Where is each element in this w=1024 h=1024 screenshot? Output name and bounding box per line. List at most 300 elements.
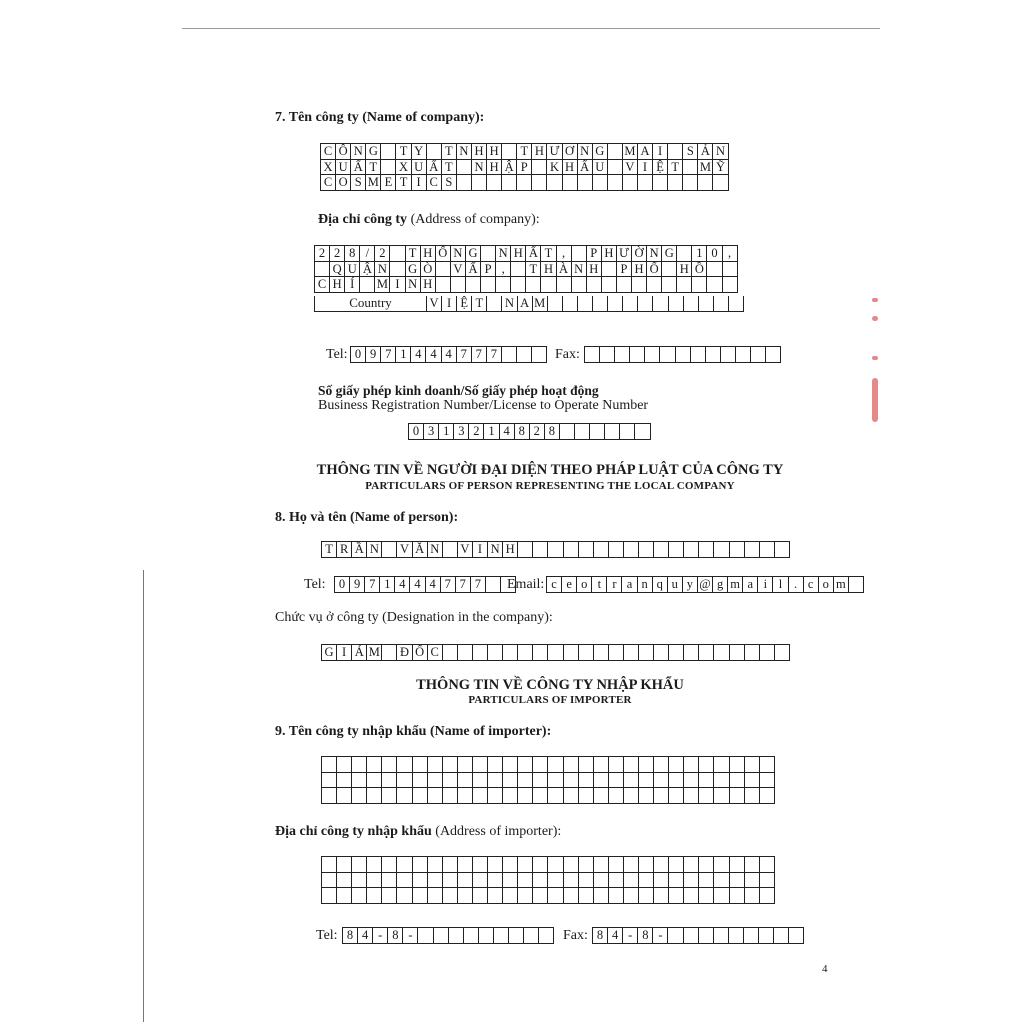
char-box[interactable]: [579, 645, 594, 661]
char-box[interactable]: H: [421, 246, 436, 262]
char-box[interactable]: [443, 873, 458, 889]
char-box[interactable]: Ệ: [457, 296, 472, 312]
char-box[interactable]: [617, 277, 632, 293]
char-box[interactable]: G: [322, 645, 337, 661]
char-box[interactable]: [760, 757, 775, 773]
char-box[interactable]: [760, 773, 775, 789]
char-box[interactable]: -: [653, 928, 668, 944]
char-box[interactable]: [564, 788, 579, 804]
char-box[interactable]: [473, 857, 488, 873]
char-box[interactable]: [564, 773, 579, 789]
char-box[interactable]: [774, 928, 789, 944]
char-box[interactable]: [382, 757, 397, 773]
char-box[interactable]: [669, 773, 684, 789]
char-box[interactable]: [413, 873, 428, 889]
char-box[interactable]: [653, 296, 668, 312]
char-box[interactable]: [699, 788, 714, 804]
company-address-grid[interactable]: [314, 245, 738, 293]
char-box[interactable]: [458, 888, 473, 904]
char-box[interactable]: H: [330, 277, 345, 293]
char-box[interactable]: 1: [692, 246, 707, 262]
char-box[interactable]: [397, 873, 412, 889]
char-box[interactable]: [539, 928, 554, 944]
char-box[interactable]: [721, 347, 736, 363]
char-box[interactable]: [518, 542, 533, 558]
char-box[interactable]: l: [773, 577, 788, 593]
char-box[interactable]: 7: [472, 347, 487, 363]
char-box[interactable]: [413, 857, 428, 873]
char-box[interactable]: 4: [500, 424, 515, 440]
char-box[interactable]: 1: [439, 424, 454, 440]
char-box[interactable]: [662, 277, 677, 293]
char-box[interactable]: [322, 757, 337, 773]
char-box[interactable]: [624, 888, 639, 904]
char-box[interactable]: [683, 160, 698, 176]
char-box[interactable]: H: [511, 246, 526, 262]
license-number-field[interactable]: [408, 423, 651, 440]
char-box[interactable]: [730, 542, 745, 558]
char-box[interactable]: 8: [593, 928, 608, 944]
char-box[interactable]: [352, 788, 367, 804]
char-box[interactable]: [639, 857, 654, 873]
char-box[interactable]: [745, 888, 760, 904]
char-box[interactable]: [473, 773, 488, 789]
char-box[interactable]: 4: [411, 347, 426, 363]
char-box[interactable]: [593, 175, 608, 191]
char-box[interactable]: [587, 277, 602, 293]
char-box[interactable]: [563, 175, 578, 191]
char-box[interactable]: [518, 873, 533, 889]
char-box[interactable]: [572, 246, 587, 262]
char-box[interactable]: [560, 424, 575, 440]
char-box[interactable]: 1: [484, 424, 499, 440]
char-box[interactable]: [730, 645, 745, 661]
char-box[interactable]: [382, 773, 397, 789]
char-box[interactable]: 8: [515, 424, 530, 440]
char-box[interactable]: ,: [496, 262, 511, 278]
char-box[interactable]: G: [466, 246, 481, 262]
char-box[interactable]: 8: [343, 928, 358, 944]
char-box[interactable]: [594, 873, 609, 889]
char-box[interactable]: Ẩ: [578, 160, 593, 176]
char-box[interactable]: 2: [469, 424, 484, 440]
char-box[interactable]: [684, 296, 699, 312]
char-box[interactable]: [533, 888, 548, 904]
char-box[interactable]: [548, 873, 563, 889]
char-box[interactable]: [630, 347, 645, 363]
char-box[interactable]: [428, 857, 443, 873]
char-box[interactable]: H: [632, 262, 647, 278]
char-box[interactable]: [647, 277, 662, 293]
char-box[interactable]: N: [367, 542, 382, 558]
char-box[interactable]: [367, 873, 382, 889]
char-box[interactable]: q: [653, 577, 668, 593]
importer-address-grid[interactable]: [321, 856, 775, 904]
char-box[interactable]: [654, 873, 669, 889]
char-box[interactable]: [563, 296, 578, 312]
designation-field[interactable]: [321, 644, 790, 661]
char-box[interactable]: T: [517, 144, 532, 160]
char-box[interactable]: [669, 873, 684, 889]
char-box[interactable]: [707, 277, 722, 293]
char-box[interactable]: [608, 144, 623, 160]
char-box[interactable]: [458, 645, 473, 661]
char-box[interactable]: [488, 857, 503, 873]
char-box[interactable]: [488, 645, 503, 661]
char-box[interactable]: [503, 788, 518, 804]
char-box[interactable]: m: [834, 577, 849, 593]
char-box[interactable]: R: [337, 542, 352, 558]
char-box[interactable]: U: [412, 160, 427, 176]
char-box[interactable]: A: [518, 296, 533, 312]
char-box[interactable]: [548, 857, 563, 873]
char-box[interactable]: n: [638, 577, 653, 593]
char-box[interactable]: 4: [358, 928, 373, 944]
char-box[interactable]: T: [366, 160, 381, 176]
char-box[interactable]: T: [442, 144, 457, 160]
char-box[interactable]: [736, 347, 751, 363]
char-box[interactable]: 1: [380, 577, 395, 593]
char-box[interactable]: -: [623, 928, 638, 944]
char-box[interactable]: [668, 175, 683, 191]
char-box[interactable]: [428, 873, 443, 889]
char-box[interactable]: [578, 296, 593, 312]
char-box[interactable]: [518, 645, 533, 661]
char-box[interactable]: [624, 542, 639, 558]
country-row[interactable]: [314, 296, 744, 312]
char-box[interactable]: [367, 788, 382, 804]
char-box[interactable]: N: [578, 144, 593, 160]
char-box[interactable]: T: [541, 246, 556, 262]
char-box[interactable]: [564, 542, 579, 558]
char-box[interactable]: [699, 542, 714, 558]
char-box[interactable]: M: [698, 160, 713, 176]
char-box[interactable]: [458, 773, 473, 789]
char-box[interactable]: [615, 347, 630, 363]
char-box[interactable]: [760, 873, 775, 889]
char-box[interactable]: [714, 857, 729, 873]
char-box[interactable]: [594, 888, 609, 904]
char-box[interactable]: [533, 873, 548, 889]
char-box[interactable]: [494, 928, 509, 944]
char-box[interactable]: [729, 928, 744, 944]
char-box[interactable]: [775, 645, 790, 661]
char-box[interactable]: [609, 888, 624, 904]
char-box[interactable]: [775, 542, 790, 558]
char-box[interactable]: 0: [409, 424, 424, 440]
char-box[interactable]: [654, 888, 669, 904]
char-box[interactable]: [382, 645, 397, 661]
char-box[interactable]: [730, 857, 745, 873]
char-box[interactable]: [352, 888, 367, 904]
char-box[interactable]: [533, 757, 548, 773]
char-box[interactable]: [638, 175, 653, 191]
importer-tel-field[interactable]: [342, 927, 554, 944]
char-box[interactable]: [608, 175, 623, 191]
char-box[interactable]: P: [617, 262, 632, 278]
char-box[interactable]: C: [315, 277, 330, 293]
char-box[interactable]: [458, 873, 473, 889]
char-box[interactable]: [699, 645, 714, 661]
char-box[interactable]: T: [322, 542, 337, 558]
char-box[interactable]: [745, 542, 760, 558]
char-box[interactable]: Ơ: [563, 144, 578, 160]
char-box[interactable]: Ô: [336, 144, 351, 160]
char-box[interactable]: u: [668, 577, 683, 593]
char-box[interactable]: [337, 857, 352, 873]
char-box[interactable]: [457, 160, 472, 176]
char-box[interactable]: [548, 888, 563, 904]
char-box[interactable]: U: [336, 160, 351, 176]
char-box[interactable]: A: [638, 144, 653, 160]
char-box[interactable]: 8: [345, 246, 360, 262]
char-box[interactable]: [390, 246, 405, 262]
char-box[interactable]: [473, 873, 488, 889]
char-box[interactable]: [564, 645, 579, 661]
char-box[interactable]: [624, 773, 639, 789]
char-box[interactable]: [488, 773, 503, 789]
char-box[interactable]: [669, 788, 684, 804]
char-box[interactable]: ,: [723, 246, 738, 262]
char-box[interactable]: [677, 277, 692, 293]
char-box[interactable]: [443, 888, 458, 904]
char-box[interactable]: [503, 857, 518, 873]
char-box[interactable]: [443, 857, 458, 873]
char-box[interactable]: [766, 347, 781, 363]
char-box[interactable]: [564, 857, 579, 873]
char-box[interactable]: [660, 347, 675, 363]
char-box[interactable]: [654, 857, 669, 873]
char-box[interactable]: [639, 542, 654, 558]
char-box[interactable]: [684, 873, 699, 889]
char-box[interactable]: M: [367, 645, 382, 661]
char-box[interactable]: [532, 160, 547, 176]
char-box[interactable]: [691, 347, 706, 363]
char-box[interactable]: [464, 928, 479, 944]
char-box[interactable]: [488, 873, 503, 889]
char-box[interactable]: [360, 277, 375, 293]
char-box[interactable]: N: [457, 144, 472, 160]
char-box[interactable]: c: [804, 577, 819, 593]
char-box[interactable]: [669, 857, 684, 873]
char-box[interactable]: M: [375, 277, 390, 293]
char-box[interactable]: [624, 873, 639, 889]
char-box[interactable]: [579, 888, 594, 904]
char-box[interactable]: [518, 757, 533, 773]
char-box[interactable]: [698, 175, 713, 191]
char-box[interactable]: [639, 757, 654, 773]
char-box[interactable]: o: [819, 577, 834, 593]
char-box[interactable]: N: [502, 296, 517, 312]
char-box[interactable]: S: [351, 175, 366, 191]
char-box[interactable]: [624, 757, 639, 773]
char-box[interactable]: ,: [557, 246, 572, 262]
char-box[interactable]: c: [547, 577, 562, 593]
char-box[interactable]: 7: [456, 577, 471, 593]
char-box[interactable]: [496, 277, 511, 293]
char-box[interactable]: Ấ: [427, 160, 442, 176]
char-box[interactable]: [600, 347, 615, 363]
char-box[interactable]: [488, 788, 503, 804]
char-box[interactable]: N: [496, 246, 511, 262]
char-box[interactable]: [699, 873, 714, 889]
char-box[interactable]: [729, 296, 744, 312]
char-box[interactable]: [714, 542, 729, 558]
char-box[interactable]: [517, 175, 532, 191]
char-box[interactable]: [699, 757, 714, 773]
char-box[interactable]: [585, 347, 600, 363]
char-box[interactable]: [548, 773, 563, 789]
char-box[interactable]: [579, 873, 594, 889]
char-box[interactable]: C: [321, 144, 336, 160]
char-box[interactable]: G: [406, 262, 421, 278]
char-box[interactable]: [602, 277, 617, 293]
char-box[interactable]: [322, 788, 337, 804]
char-box[interactable]: H: [503, 542, 518, 558]
char-box[interactable]: [315, 262, 330, 278]
char-box[interactable]: 4: [395, 577, 410, 593]
char-box[interactable]: [458, 857, 473, 873]
char-box[interactable]: C: [427, 175, 442, 191]
char-box[interactable]: 7: [471, 577, 486, 593]
char-box[interactable]: Ò: [421, 262, 436, 278]
char-box[interactable]: [548, 645, 563, 661]
char-box[interactable]: [707, 262, 722, 278]
char-box[interactable]: N: [488, 542, 503, 558]
char-box[interactable]: Ờ: [632, 246, 647, 262]
char-box[interactable]: [699, 857, 714, 873]
char-box[interactable]: [488, 888, 503, 904]
char-box[interactable]: [397, 857, 412, 873]
char-box[interactable]: [608, 160, 623, 176]
char-box[interactable]: [594, 757, 609, 773]
char-box[interactable]: N: [406, 277, 421, 293]
char-box[interactable]: [533, 857, 548, 873]
char-box[interactable]: [668, 144, 683, 160]
char-box[interactable]: [381, 160, 396, 176]
char-box[interactable]: [518, 857, 533, 873]
char-box[interactable]: [517, 347, 532, 363]
char-box[interactable]: r: [607, 577, 622, 593]
char-box[interactable]: N: [572, 262, 587, 278]
char-box[interactable]: [684, 773, 699, 789]
char-box[interactable]: Ậ: [502, 160, 517, 176]
char-box[interactable]: [436, 277, 451, 293]
char-box[interactable]: [684, 928, 699, 944]
char-box[interactable]: [443, 645, 458, 661]
char-box[interactable]: [473, 757, 488, 773]
char-box[interactable]: P: [481, 262, 496, 278]
char-box[interactable]: [488, 757, 503, 773]
char-box[interactable]: 7: [441, 577, 456, 593]
char-box[interactable]: [684, 757, 699, 773]
char-box[interactable]: Á: [352, 645, 367, 661]
char-box[interactable]: [609, 757, 624, 773]
char-box[interactable]: H: [472, 144, 487, 160]
char-box[interactable]: V: [623, 160, 638, 176]
char-box[interactable]: Ậ: [360, 262, 375, 278]
char-box[interactable]: [322, 857, 337, 873]
char-box[interactable]: [609, 873, 624, 889]
char-box[interactable]: [699, 296, 714, 312]
char-box[interactable]: [745, 873, 760, 889]
char-box[interactable]: [590, 424, 605, 440]
char-box[interactable]: [669, 888, 684, 904]
char-box[interactable]: N: [351, 144, 366, 160]
char-box[interactable]: S: [683, 144, 698, 160]
char-box[interactable]: [436, 262, 451, 278]
char-box[interactable]: [428, 788, 443, 804]
char-box[interactable]: Q: [330, 262, 345, 278]
char-box[interactable]: Ỹ: [713, 160, 728, 176]
char-box[interactable]: Ấ: [351, 160, 366, 176]
char-box[interactable]: [367, 857, 382, 873]
char-box[interactable]: [669, 757, 684, 773]
char-box[interactable]: [639, 645, 654, 661]
char-box[interactable]: -: [373, 928, 388, 944]
char-box[interactable]: [714, 873, 729, 889]
char-box[interactable]: [532, 175, 547, 191]
char-box[interactable]: I: [638, 160, 653, 176]
char-box[interactable]: 2: [530, 424, 545, 440]
char-box[interactable]: X: [321, 160, 336, 176]
char-box[interactable]: [526, 277, 541, 293]
char-box[interactable]: [503, 873, 518, 889]
char-box[interactable]: 2: [375, 246, 390, 262]
char-box[interactable]: [397, 788, 412, 804]
char-box[interactable]: e: [562, 577, 577, 593]
char-box[interactable]: 8: [388, 928, 403, 944]
char-box[interactable]: [849, 577, 864, 593]
char-box[interactable]: [509, 928, 524, 944]
char-box[interactable]: y: [683, 577, 698, 593]
char-box[interactable]: [760, 857, 775, 873]
char-box[interactable]: [548, 788, 563, 804]
char-box[interactable]: [548, 296, 563, 312]
char-box[interactable]: Ố: [436, 246, 451, 262]
char-box[interactable]: U: [593, 160, 608, 176]
char-box[interactable]: [541, 277, 556, 293]
char-box[interactable]: t: [592, 577, 607, 593]
char-box[interactable]: [533, 542, 548, 558]
char-box[interactable]: [714, 928, 729, 944]
char-box[interactable]: V: [458, 542, 473, 558]
char-box[interactable]: [760, 888, 775, 904]
char-box[interactable]: V: [451, 262, 466, 278]
char-box[interactable]: [503, 773, 518, 789]
char-box[interactable]: T: [396, 144, 411, 160]
char-box[interactable]: [487, 296, 502, 312]
char-box[interactable]: [524, 928, 539, 944]
char-box[interactable]: [699, 928, 714, 944]
char-box[interactable]: Ố: [647, 262, 662, 278]
char-box[interactable]: [684, 542, 699, 558]
char-box[interactable]: [533, 773, 548, 789]
char-box[interactable]: [547, 175, 562, 191]
char-box[interactable]: N: [451, 246, 466, 262]
char-box[interactable]: M: [623, 144, 638, 160]
char-box[interactable]: T: [406, 246, 421, 262]
company-name-grid[interactable]: [320, 143, 729, 191]
char-box[interactable]: [699, 773, 714, 789]
char-box[interactable]: [413, 773, 428, 789]
char-box[interactable]: [714, 757, 729, 773]
char-box[interactable]: [605, 424, 620, 440]
char-box[interactable]: 4: [426, 347, 441, 363]
char-box[interactable]: 7: [487, 347, 502, 363]
char-box[interactable]: Ư: [547, 144, 562, 160]
char-box[interactable]: H: [487, 160, 502, 176]
